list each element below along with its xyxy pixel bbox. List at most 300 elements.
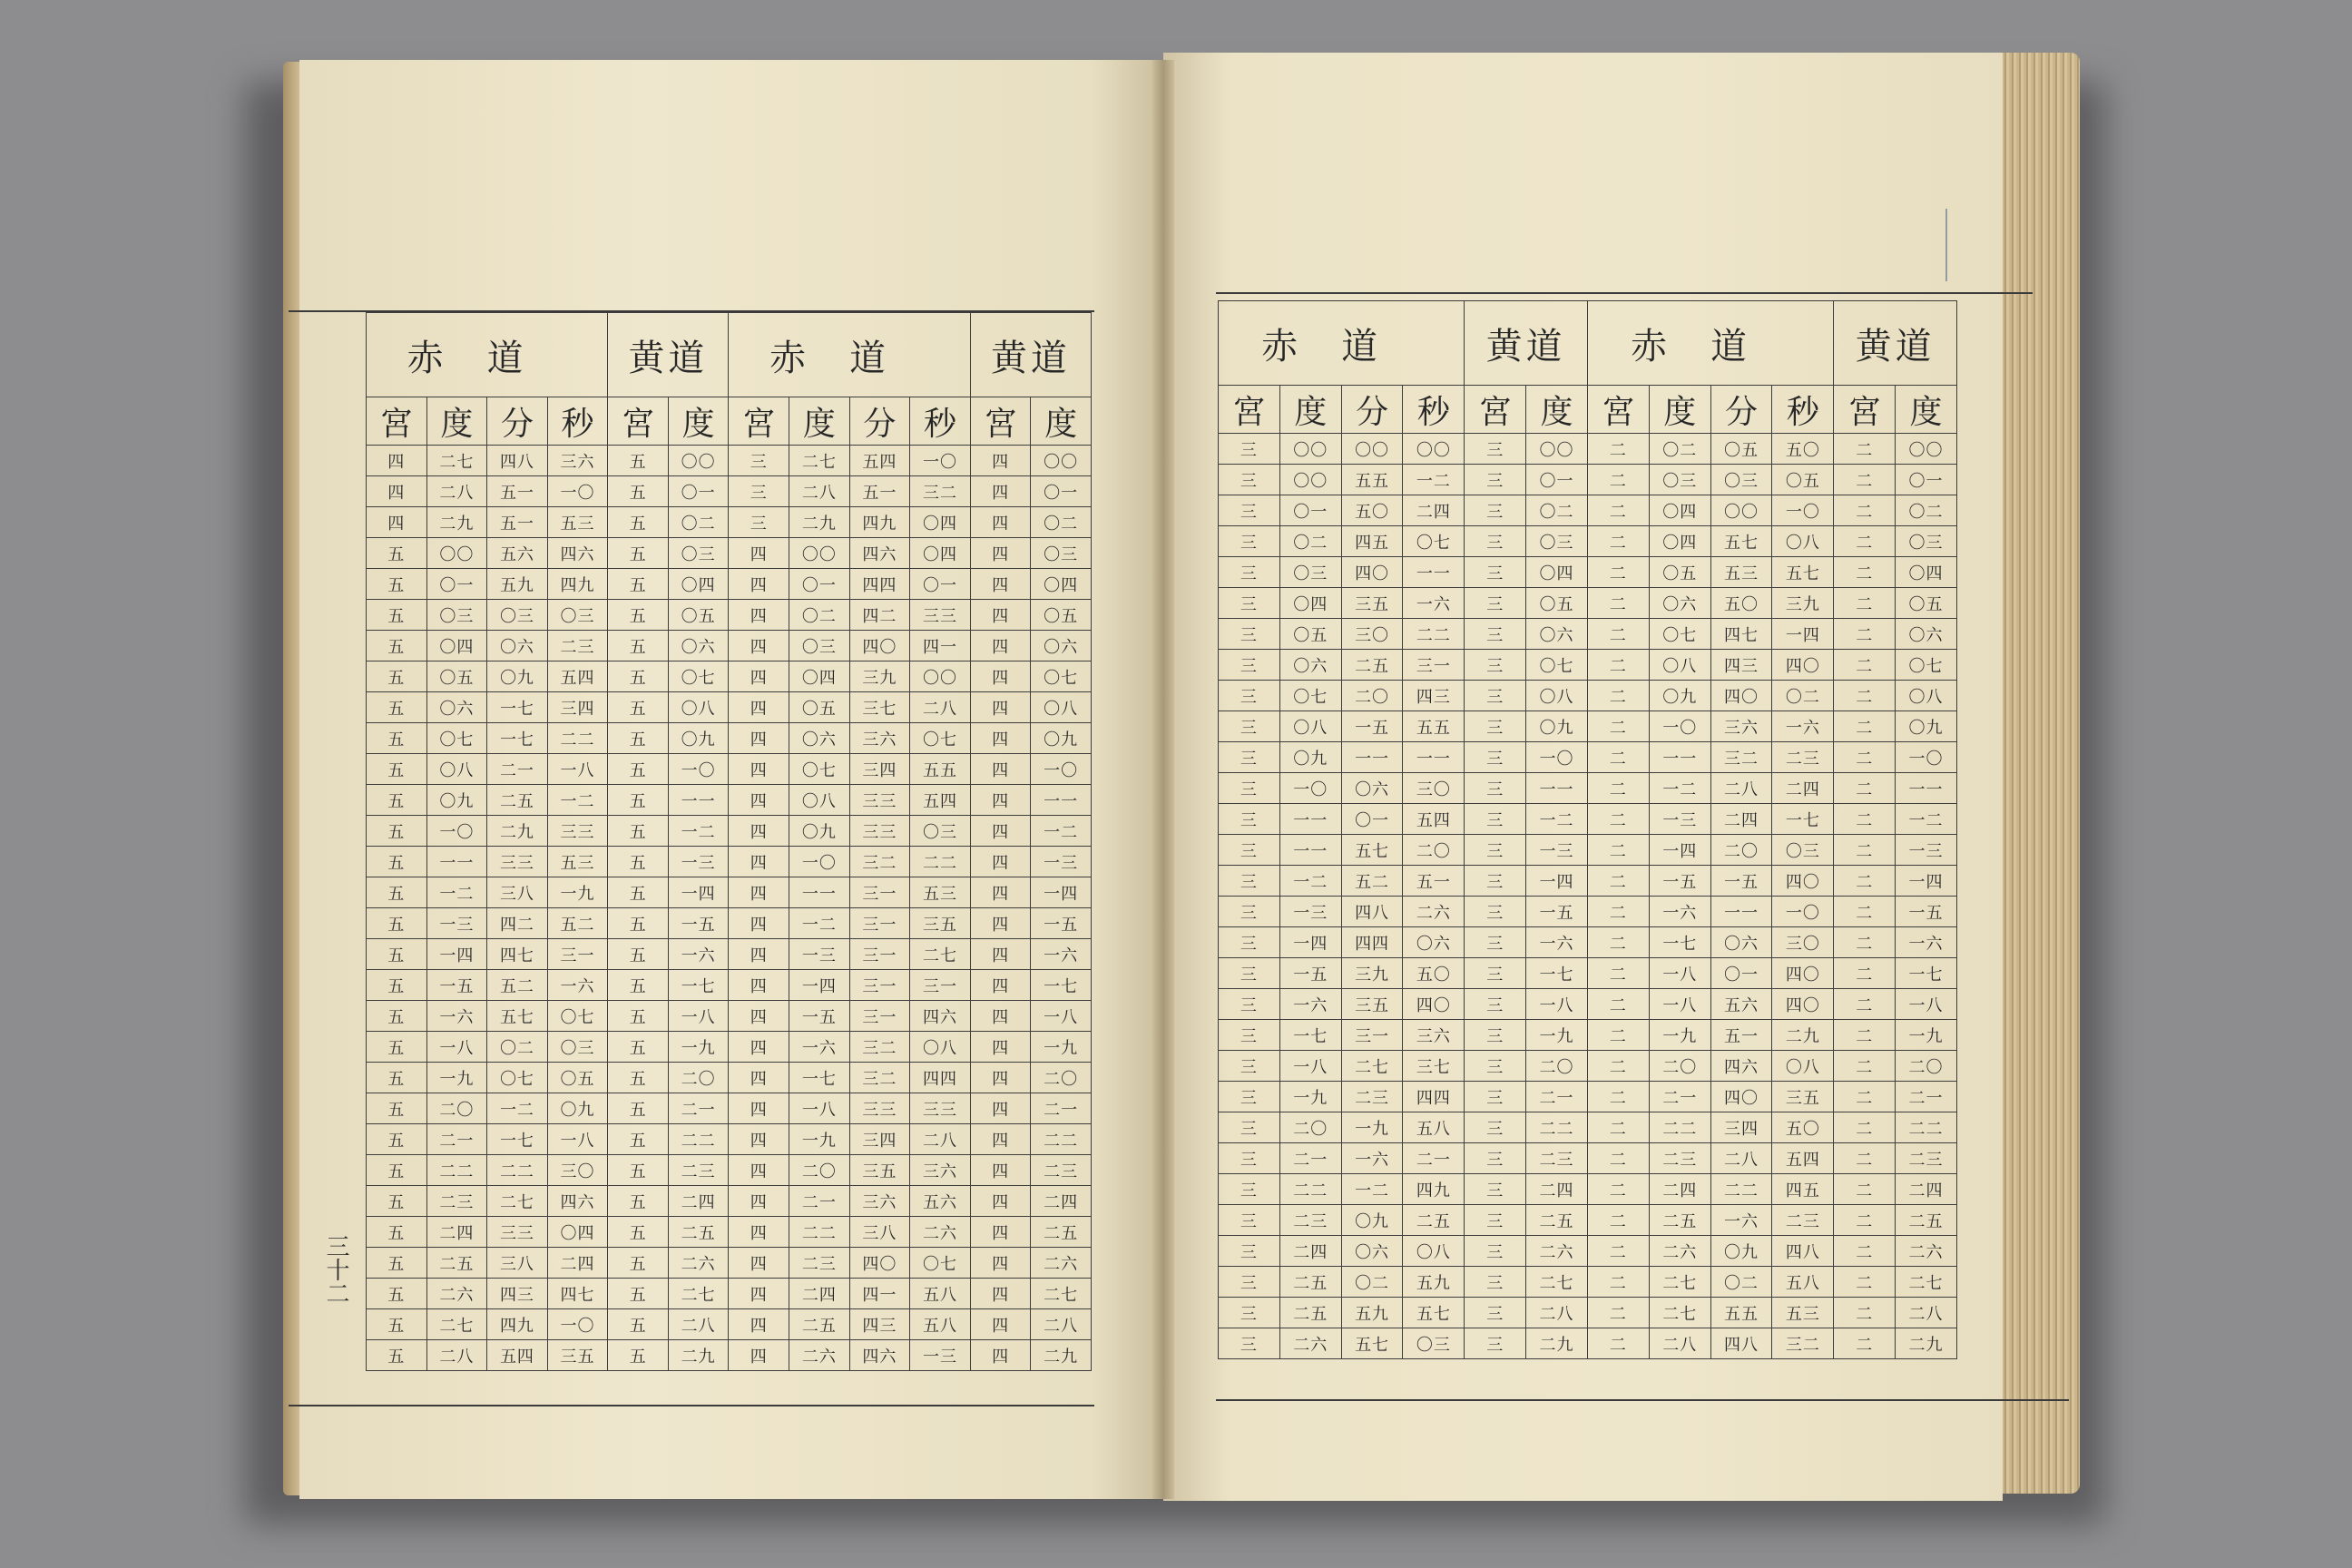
right_page-table-cell: 三 [1465, 1298, 1526, 1328]
left_page-table-cell: 三九 [849, 662, 910, 692]
right_page-table-cell: 四四 [1403, 1082, 1465, 1112]
left_page-table-cell: 一〇 [668, 754, 729, 785]
right_page-table-cell: 五九 [1403, 1267, 1465, 1298]
right_page-table-cell: 一六 [1772, 711, 1834, 742]
right_page-table-row [1219, 897, 1957, 927]
right_page-table-cell: 〇五 [1649, 557, 1710, 588]
right_page-table-row [1219, 1112, 1957, 1143]
left_page-table-cell: 三二 [849, 847, 910, 877]
right_page-table-cell: 三二 [1710, 742, 1772, 773]
right_page-table-cell: 二 [1587, 773, 1649, 804]
right_page-column-header: 度 [1896, 386, 1957, 434]
right_page-table-cell: 一二 [1403, 465, 1465, 495]
left_page-table-cell: 一三 [910, 1340, 971, 1371]
right_page-table-cell: 〇八 [1896, 681, 1957, 711]
right_page-table-cell: 〇九 [1526, 711, 1588, 742]
left_page-table-cell: 二九 [426, 507, 487, 538]
right_page-table-cell: 四〇 [1341, 557, 1403, 588]
right_page-table-cell: 〇三 [1526, 526, 1588, 557]
right_page-table-cell: 一二 [1649, 773, 1710, 804]
left_page-table-cell: 三五 [849, 1155, 910, 1186]
right_page-table-cell: 一一 [1896, 773, 1957, 804]
left_page-table-cell: 五 [608, 631, 669, 662]
right_page-table-cell: 三 [1219, 1205, 1280, 1236]
left_page-table-cell: 三 [729, 446, 789, 476]
left_page-table-cell: 〇四 [668, 569, 729, 600]
right_page-table-cell: 五五 [1341, 465, 1403, 495]
right_page-table-row [1219, 526, 1957, 557]
left_page-column-header: 宮 [970, 397, 1031, 446]
right_page-table-cell: 〇一 [1896, 465, 1957, 495]
right_page-table-cell: 〇五 [1896, 588, 1957, 619]
left_page-table-cell: 一四 [789, 970, 850, 1001]
left_page-table-cell: 一六 [668, 939, 729, 970]
left_page-table-cell: 二六 [426, 1279, 487, 1309]
right_page-table-cell: 三 [1465, 1174, 1526, 1205]
right_page-table-cell: 二三 [1279, 1205, 1341, 1236]
right_page-table-row [1219, 927, 1957, 958]
left_page-table-cell: 〇一 [668, 476, 729, 507]
left_page-table-cell: 四六 [849, 1340, 910, 1371]
left_page-table-cell: 四 [729, 939, 789, 970]
right_page-table-cell: 三 [1465, 1112, 1526, 1143]
right_page-table-cell: 〇九 [1896, 711, 1957, 742]
left_page-table-cell: 五 [608, 662, 669, 692]
left_page-table-cell: 〇六 [789, 723, 850, 754]
left_page-table-cell: 一八 [547, 1124, 608, 1155]
right_page-table-cell: 一六 [1526, 927, 1588, 958]
right_page-table-cell: 二 [1587, 927, 1649, 958]
left_page-table-cell: 一八 [789, 1093, 850, 1124]
right_page-table-cell: 〇四 [1649, 526, 1710, 557]
left_page-table-cell: 四 [970, 1186, 1031, 1217]
right_page-table-cell: 三 [1465, 495, 1526, 526]
left_page-table-cell: 一二 [1031, 816, 1092, 847]
right_page-table-cell: 二八 [1896, 1298, 1957, 1328]
right_page-table-cell: 三 [1219, 1020, 1280, 1051]
left_page-table-cell: 五 [367, 692, 427, 723]
left_page-table-cell: 〇七 [668, 662, 729, 692]
right_page-column-header: 分 [1341, 386, 1403, 434]
left_page-table-cell: 四六 [547, 1186, 608, 1217]
right_page-column-header: 度 [1649, 386, 1710, 434]
left_page-table-cell: 五 [367, 816, 427, 847]
left_page-table-cell: 四 [970, 1279, 1031, 1309]
right_page-table-row [1219, 1051, 1957, 1082]
right_page-table-cell: 二 [1834, 711, 1896, 742]
right_page-table-row [1219, 434, 1957, 465]
right_page-table-cell: 一五 [1341, 711, 1403, 742]
right_page-table-cell: 四〇 [1772, 650, 1834, 681]
right-top-rule [1216, 292, 2033, 294]
left_page-table-row [367, 507, 1092, 538]
left_page-table-cell: 四 [970, 600, 1031, 631]
left_page-table-cell: 〇四 [547, 1217, 608, 1248]
right_page-table-cell: 二 [1834, 434, 1896, 465]
left_page-table-cell: 〇九 [1031, 723, 1092, 754]
right-bottom-rule [1216, 1399, 2069, 1401]
left_page-table-cell: 一九 [547, 877, 608, 908]
right_page-table-cell: 二 [1834, 1298, 1896, 1328]
left_page-table-row [367, 446, 1092, 476]
left_page-table-cell: 三五 [910, 908, 971, 939]
right_page-table-row [1219, 1020, 1957, 1051]
right_page-table-cell: 〇二 [1710, 1267, 1772, 1298]
left_page-table-cell: 三六 [849, 723, 910, 754]
left_page-table-cell: 〇〇 [1031, 446, 1092, 476]
left_page-table-cell: 一六 [789, 1032, 850, 1063]
left_page-table-cell: 〇三 [547, 600, 608, 631]
right_page-table-cell: 二 [1834, 557, 1896, 588]
left_page-table-cell: 五 [367, 1032, 427, 1063]
left_page-table-cell: 四 [729, 600, 789, 631]
left_page-table-cell: 五 [367, 939, 427, 970]
left_page-table-cell: 五 [608, 1309, 669, 1340]
right_page-table-cell: 二二 [1649, 1112, 1710, 1143]
right_page-table-cell: 〇〇 [1341, 434, 1403, 465]
left_page-table-cell: 二八 [426, 1340, 487, 1371]
right_page-table-cell: 〇六 [1710, 927, 1772, 958]
left_page-table-cell: 三三 [910, 1093, 971, 1124]
left_page-table-cell: 五 [608, 476, 669, 507]
left_page-table-cell: 四 [729, 1309, 789, 1340]
right_page-table-cell: 一五 [1279, 958, 1341, 989]
left_page-table-cell: 三四 [849, 754, 910, 785]
left_page-table-cell: 四三 [849, 1309, 910, 1340]
left_page-table-cell: 三五 [547, 1340, 608, 1371]
right_page-table-row [1219, 773, 1957, 804]
right_page-table-cell: 二〇 [1341, 681, 1403, 711]
right_page-table-cell: 三〇 [1772, 927, 1834, 958]
left_page-table-cell: 一〇 [547, 1309, 608, 1340]
left_page-table-cell: 〇三 [487, 600, 548, 631]
left_page-table-cell: 一五 [668, 908, 729, 939]
right_page-table-cell: 〇〇 [1710, 495, 1772, 526]
right_page-table-cell: 二 [1834, 465, 1896, 495]
right_page-table-cell: 三 [1219, 897, 1280, 927]
right_page-table-cell: 三 [1465, 557, 1526, 588]
right_page-table-cell: 〇二 [1772, 681, 1834, 711]
left_page-table-row [367, 1279, 1092, 1309]
left_page-table-cell: 〇二 [1031, 507, 1092, 538]
right_page-table-cell: 二五 [1649, 1205, 1710, 1236]
right_page-table-cell: 二三 [1896, 1143, 1957, 1174]
left_page-table-cell: 五 [608, 1248, 669, 1279]
left_page-table-cell: 一五 [1031, 908, 1092, 939]
right_page-table-cell: 〇八 [1403, 1236, 1465, 1267]
left_page-table-cell: 四 [729, 631, 789, 662]
right_page-table-cell: 四五 [1772, 1174, 1834, 1205]
right_page-table-cell: 二八 [1710, 773, 1772, 804]
right_page-table-cell: 五八 [1772, 1267, 1834, 1298]
page-number-text: 三十二 [322, 1234, 349, 1305]
left_page-table-cell: 五 [608, 692, 669, 723]
left_page-table-cell: 五 [608, 816, 669, 847]
right_page-table-cell: 〇三 [1772, 835, 1834, 866]
right_page-table-cell: 五三 [1710, 557, 1772, 588]
right_page-table-cell: 四八 [1710, 1328, 1772, 1359]
right_page-table-row [1219, 495, 1957, 526]
left_page-table-cell: 二三 [789, 1248, 850, 1279]
left_page-table-cell: 四六 [547, 538, 608, 569]
left_page-table-cell: 〇八 [789, 785, 850, 816]
right_page-table-cell: 二 [1834, 526, 1896, 557]
right_page-table-cell: 二 [1587, 1112, 1649, 1143]
right_page-table-cell: 三 [1465, 897, 1526, 927]
right_page-table-cell: 二 [1587, 650, 1649, 681]
right_page-table-cell: 一二 [1341, 1174, 1403, 1205]
right_page-table-row [1219, 742, 1957, 773]
right_page-table-cell: 〇九 [1710, 1236, 1772, 1267]
right_page-table-cell: 二四 [1403, 495, 1465, 526]
left_page-column-header: 宮 [729, 397, 789, 446]
left_page-table-cell: 五四 [910, 785, 971, 816]
left_page-table-cell: 一六 [1031, 939, 1092, 970]
right_page-column-header: 分 [1710, 386, 1772, 434]
left_page-table-cell: 一七 [487, 723, 548, 754]
left_page-table-cell: 五 [608, 569, 669, 600]
right_page-table-cell: 四七 [1710, 619, 1772, 650]
right_page-group-header: 黄道 [1834, 301, 1957, 386]
right_page-table-cell: 五〇 [1710, 588, 1772, 619]
left_page-table-cell: 五 [608, 847, 669, 877]
right_page-table-cell: 一九 [1279, 1082, 1341, 1112]
left_page-table-cell: 三六 [849, 1186, 910, 1217]
right_page-table-row [1219, 465, 1957, 495]
right_page-table-cell: 一九 [1896, 1020, 1957, 1051]
left_page-column-header: 秒 [910, 397, 971, 446]
right_page-table-cell: 五〇 [1772, 1112, 1834, 1143]
left_page-table-cell: 五六 [910, 1186, 971, 1217]
left_page-table-cell: 三七 [849, 692, 910, 723]
left_page-table-cell: 一七 [487, 692, 548, 723]
left_page-table-cell: 五五 [910, 754, 971, 785]
right_page-table-cell: 三六 [1710, 711, 1772, 742]
right_page-table-row [1219, 989, 1957, 1020]
right_page-table-cell: 三 [1465, 835, 1526, 866]
right_page-table-row [1219, 1082, 1957, 1112]
right_page-table-cell: 〇七 [1526, 650, 1588, 681]
right_page-table-cell: 一五 [1710, 866, 1772, 897]
right_page-table-cell: 一〇 [1772, 495, 1834, 526]
right_page-table-cell: 三 [1219, 958, 1280, 989]
right_page-table-cell: 二 [1587, 557, 1649, 588]
left_page-table-cell: 二六 [789, 1340, 850, 1371]
right_page-column-header: 宮 [1219, 386, 1280, 434]
left_page-table-cell: 四 [729, 1124, 789, 1155]
left_page-table-cell: 四六 [910, 1001, 971, 1032]
right_page-table-cell: 五二 [1341, 866, 1403, 897]
left_page-table-cell: 〇九 [426, 785, 487, 816]
right_page-group-header: 黄道 [1465, 301, 1588, 386]
left_page-table-cell: 二一 [487, 754, 548, 785]
right_page-table-cell: 〇六 [1341, 1236, 1403, 1267]
right_page-table-cell: 三 [1465, 434, 1526, 465]
left_page-table-cell: 二七 [1031, 1279, 1092, 1309]
right_page-table-cell: 二九 [1896, 1328, 1957, 1359]
right_page-table-cell: 三 [1219, 681, 1280, 711]
left_page-table-cell: 三六 [910, 1155, 971, 1186]
right_page-table-cell: 二六 [1403, 897, 1465, 927]
right_page-table-cell: 五〇 [1403, 958, 1465, 989]
right_page-table-cell: 三 [1219, 434, 1280, 465]
right_page-table-cell: 二〇 [1649, 1051, 1710, 1082]
left_page-table-cell: 五 [608, 1340, 669, 1371]
left_page-table-row [367, 939, 1092, 970]
left_page-table-cell: 四一 [849, 1279, 910, 1309]
right_page-table-cell: 二 [1834, 495, 1896, 526]
left_page-table-cell: 二七 [668, 1279, 729, 1309]
left_page-table-cell: 〇九 [668, 723, 729, 754]
left_page-table-cell: 四 [729, 692, 789, 723]
right_page-table-cell: 〇三 [1649, 465, 1710, 495]
left_page-table-cell: 〇八 [910, 1032, 971, 1063]
left_page-table-cell: 二六 [1031, 1248, 1092, 1279]
page-number [319, 1234, 352, 1311]
left_page-table-row [367, 476, 1092, 507]
left_page-table-cell: 一三 [789, 939, 850, 970]
right_page-table-row [1219, 1174, 1957, 1205]
right_page-table-cell: 一六 [1279, 989, 1341, 1020]
left_page-table-cell: 二七 [789, 446, 850, 476]
left_page-table-row [367, 908, 1092, 939]
right_page-table-cell: 三 [1465, 526, 1526, 557]
left_page-table-cell: 一三 [1031, 847, 1092, 877]
right_page-table-row [1219, 958, 1957, 989]
right_page-table-cell: 四〇 [1403, 989, 1465, 1020]
right_page-table-cell: 三 [1219, 588, 1280, 619]
left_page-table-cell: 五 [367, 1279, 427, 1309]
left_page-table-cell: 二五 [1031, 1217, 1092, 1248]
right_page-table-cell: 二 [1587, 1020, 1649, 1051]
right_page-table-cell: 二一 [1403, 1143, 1465, 1174]
left_page-table-cell: 四 [367, 446, 427, 476]
left_page-table-cell: 四七 [547, 1279, 608, 1309]
left_page-table-cell: 三二 [849, 1032, 910, 1063]
left_page-table-cell: 四四 [910, 1063, 971, 1093]
left_page-table-cell: 一〇 [910, 446, 971, 476]
right_page-table-cell: 〇四 [1279, 588, 1341, 619]
left_page-table-cell: 一〇 [789, 847, 850, 877]
right_page-table-cell: 三五 [1341, 989, 1403, 1020]
left_page-table-cell: 五 [367, 1340, 427, 1371]
right_page-table-cell: 二五 [1403, 1205, 1465, 1236]
left_page-table-cell: 一七 [1031, 970, 1092, 1001]
right_page-table-cell: 二 [1587, 804, 1649, 835]
right_page-table-cell: 〇六 [1403, 927, 1465, 958]
right_page-table-cell: 三 [1465, 1082, 1526, 1112]
right_page-table-cell: 〇四 [1896, 557, 1957, 588]
left_page-table-row [367, 754, 1092, 785]
right_page-table-cell: 四〇 [1772, 989, 1834, 1020]
left_page-table-cell: 五四 [487, 1340, 548, 1371]
left_page-table-cell: 一九 [426, 1063, 487, 1093]
right_page-table-cell: 二八 [1526, 1298, 1588, 1328]
left_page-table-cell: 一二 [547, 785, 608, 816]
book-right-page-stack [1994, 53, 2080, 1494]
left_page-table-cell: 五 [608, 1032, 669, 1063]
right_page-table-cell: 二一 [1649, 1082, 1710, 1112]
left_page-table-cell: 二四 [789, 1279, 850, 1309]
right_page-table-cell: 五七 [1341, 1328, 1403, 1359]
right_page-table-cell: 二三 [1772, 1205, 1834, 1236]
left_page-table-cell: 一〇 [426, 816, 487, 847]
right_page-table-cell: 四〇 [1710, 681, 1772, 711]
left_page-table-cell: 二三 [668, 1155, 729, 1186]
left_page-table-cell: 三一 [849, 939, 910, 970]
right_page-table-cell: 二四 [1526, 1174, 1588, 1205]
left_page-table-cell: 一二 [487, 1093, 548, 1124]
left_page-table-cell: 五 [367, 1063, 427, 1093]
right_page-table-row [1219, 711, 1957, 742]
right_page-table-cell: 三 [1465, 1236, 1526, 1267]
left_page-table-cell: 一九 [789, 1124, 850, 1155]
right_page-table-cell: 三 [1219, 1112, 1280, 1143]
left_page-table-cell: 四 [970, 1309, 1031, 1340]
right_page-table-cell: 五七 [1341, 835, 1403, 866]
left_page-table-cell: 四 [729, 1155, 789, 1186]
left_page-table-cell: 五三 [547, 847, 608, 877]
right_page-table-cell: 三一 [1403, 650, 1465, 681]
left_page-table-cell: 二六 [668, 1248, 729, 1279]
right_page-table-cell: 三四 [1710, 1112, 1772, 1143]
right_page-table-cell: 一三 [1526, 835, 1588, 866]
left_page-table-cell: 三一 [849, 877, 910, 908]
right_page-table-row [1219, 1236, 1957, 1267]
right_page-table-cell: 二 [1834, 681, 1896, 711]
left_page-table-cell: 五 [367, 1001, 427, 1032]
left_page-table-cell: 〇五 [426, 662, 487, 692]
left_page-table-cell: 〇三 [1031, 538, 1092, 569]
left-bottom-rule [289, 1405, 1094, 1406]
left_page-table-cell: 一六 [426, 1001, 487, 1032]
left_page-table-cell: 〇〇 [789, 538, 850, 569]
right_page-table-cell: 二 [1834, 650, 1896, 681]
right_page-table-cell: 〇八 [1649, 650, 1710, 681]
left_page-table-cell: 三三 [487, 847, 548, 877]
right_page-table-cell: 三〇 [1403, 773, 1465, 804]
blue-marker-line [1945, 209, 1947, 281]
right_page-table-cell: 二〇 [1710, 835, 1772, 866]
right_page-table-cell: 三 [1465, 927, 1526, 958]
right_page-table-cell: 一〇 [1279, 773, 1341, 804]
right_page-table-cell: 二四 [1649, 1174, 1710, 1205]
right_page-table-cell: 四三 [1710, 650, 1772, 681]
left_page-table-cell: 二八 [668, 1309, 729, 1340]
left_page-table-cell: 四 [970, 1248, 1031, 1279]
right_page-table-cell: 二 [1834, 958, 1896, 989]
right_page-table-cell: 三〇 [1341, 619, 1403, 650]
right_page-table-cell: 二 [1587, 989, 1649, 1020]
right_page-table-cell: 一五 [1896, 897, 1957, 927]
right_page-table-row [1219, 835, 1957, 866]
left_page-table-cell: 四 [970, 908, 1031, 939]
left_page-group-header: 黄道 [608, 313, 729, 397]
left_page-column-header: 秒 [547, 397, 608, 446]
left_page-table-cell: 二九 [668, 1340, 729, 1371]
right_page-table-cell: 二一 [1896, 1082, 1957, 1112]
left_page-column-header: 分 [849, 397, 910, 446]
left_page-column-header: 分 [487, 397, 548, 446]
left_page-table-cell: 三六 [547, 446, 608, 476]
right_page-table-cell: 三 [1465, 1267, 1526, 1298]
right_page-table-cell: 二〇 [1526, 1051, 1588, 1082]
left_page-table-cell: 四 [729, 908, 789, 939]
left_page-table-cell: 四 [970, 1001, 1031, 1032]
left_page-table-cell: 五 [367, 1124, 427, 1155]
right_page-table-cell: 三 [1219, 804, 1280, 835]
right_page-column-header: 度 [1279, 386, 1341, 434]
